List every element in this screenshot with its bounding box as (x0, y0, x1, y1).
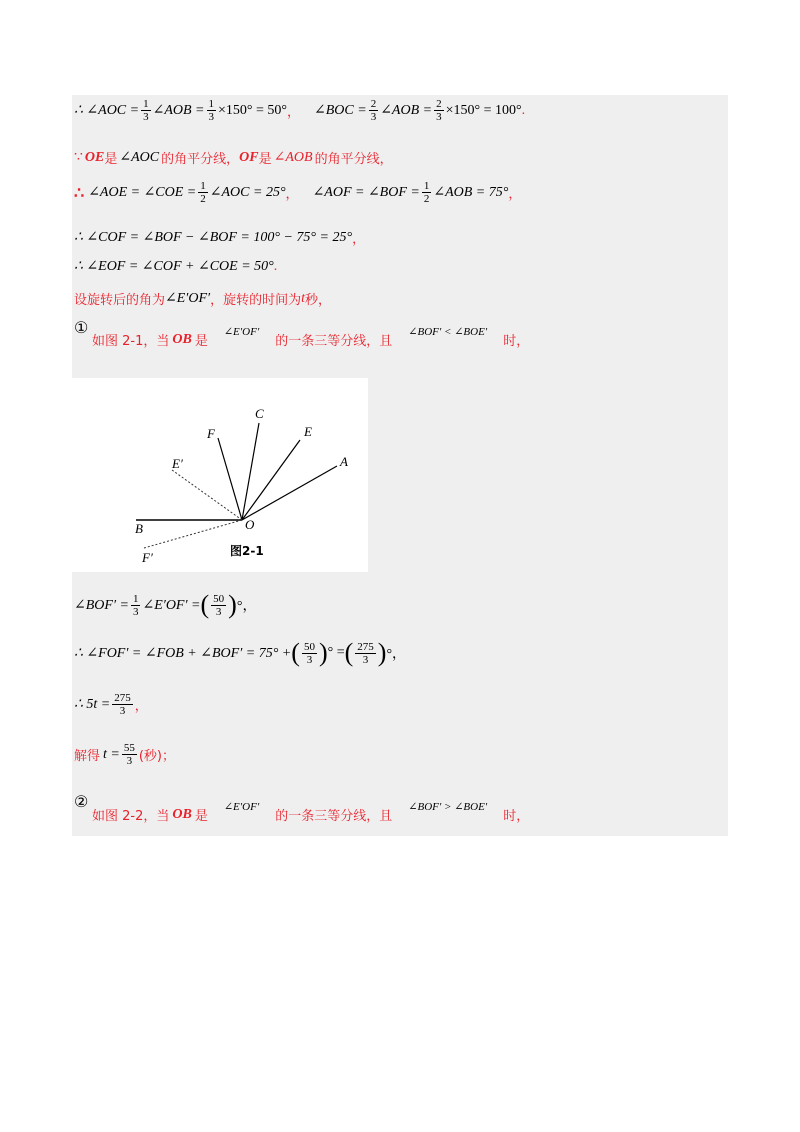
label-b: B (135, 521, 143, 536)
angle-diagram (72, 378, 368, 572)
eq-text: ×150° = 100° (445, 102, 522, 118)
eq-text: ∴ ∠AOC = (74, 103, 140, 118)
equation-line-5: ∴ ∠EOF = ∠COF + ∠COE = 50° . (74, 258, 278, 274)
because-symbol: ∵ (74, 150, 83, 165)
equation-line-8: ∠BOF′ = $\frac{1}{3}$ ∠E′OF′ = ( $\frac{50}{3}$ ) °， (74, 590, 257, 619)
equation-line-10: ∴ 5t = $\frac{275}{3}$ ， (74, 692, 148, 717)
fraction: $\frac{275}{3}$ (114, 692, 131, 717)
period: . (521, 102, 526, 118)
solution-line: 解得 t = $\frac{55}{3}$ (秒)； (74, 742, 176, 767)
label-e: E (304, 424, 312, 439)
figure-2-1 (72, 378, 368, 572)
fraction: $\frac{50}{3}$ (213, 592, 225, 618)
label-f: F (207, 426, 215, 441)
eq-text: ∠AOB = (380, 103, 433, 118)
ray-oe (242, 440, 300, 520)
ray-oc (242, 423, 259, 520)
fraction: $\frac{2}{3}$ (436, 98, 442, 123)
eq-text: ∠AOB = (152, 103, 205, 118)
ray-oa (242, 466, 337, 520)
fraction: $\frac{1}{2}$ (423, 180, 430, 205)
bisector-statement: ∵ OE 是 ∠AOC 的角平分线， OF 是 ∠AOB 的角平分线， (74, 149, 393, 167)
separator: ， (287, 105, 301, 120)
label-o: O (245, 517, 255, 532)
fraction: $\frac{275}{3}$ (357, 640, 374, 666)
fraction: $\frac{1}{3}$ (208, 98, 214, 123)
case-2-statement: 如图 2-2，当 OB 是 ∠E′OF′ 的一条三等分线，且 ∠BOF′ > ∠BOE′ 时， (92, 801, 530, 824)
fraction: $\frac{2}{3}$ (370, 98, 377, 123)
fraction: $\frac{1}{3}$ (143, 98, 149, 123)
eq-text: ×150° = 50° (218, 102, 287, 118)
eq-text: ∴ ∠EOF = ∠COF + ∠COE = 50° (74, 259, 274, 274)
label-f-prime: F′ (142, 550, 153, 565)
fraction: $\frac{1}{3}$ (132, 592, 139, 618)
equation-line-4: ∴ ∠COF = ∠BOF − ∠BOF = 100° − 75° = 25° ， (74, 230, 366, 247)
equation-line-9: ∴ ∠FOF′ = ∠FOB + ∠BOF′ = 75° + ( $\frac{50}{3}$ ) ° = ( $\frac{275}{3}$ ) °， (74, 638, 407, 667)
case-2-number: ② (74, 794, 89, 811)
label-e-prime: E′ (172, 456, 183, 471)
fraction: $\frac{55}{3}$ (123, 742, 135, 767)
case-1-number: ① (74, 320, 89, 337)
eq-text: ∴ ∠COF = ∠BOF − ∠BOF = 100° − 75° = 25° (74, 230, 353, 245)
case-1-statement: 如图 2-1，当 OB 是 ∠E′OF′ 的一条三等分线，且 ∠BOF′ < ∠BOE′ 时， (92, 326, 530, 349)
figure-caption: 图2-1 (230, 544, 264, 558)
ray-of (218, 438, 242, 520)
label-a: A (340, 454, 348, 469)
ray-oe-prime (172, 470, 242, 520)
equation-line-3: ∴ ∠AOE = ∠COE = $\frac{1}{2}$ ∠AOC = 25° ， ∠AOF = ∠BOF = $\frac{1}{2}$ ∠AOB = 75° ， (74, 180, 522, 205)
equation-line-1 (74, 98, 525, 123)
label-c: C (255, 406, 264, 421)
ray-of-prime (144, 520, 242, 548)
therefore-symbol: ∴ (74, 184, 85, 202)
rotation-setup: 设旋转后的角为 ∠E′OF′ ，旋转的时间为 t 秒， (74, 290, 332, 308)
fraction: $\frac{1}{2}$ (200, 180, 206, 205)
eq-text: ∠BOC = (314, 103, 367, 118)
fraction: $\frac{50}{3}$ (303, 640, 315, 666)
